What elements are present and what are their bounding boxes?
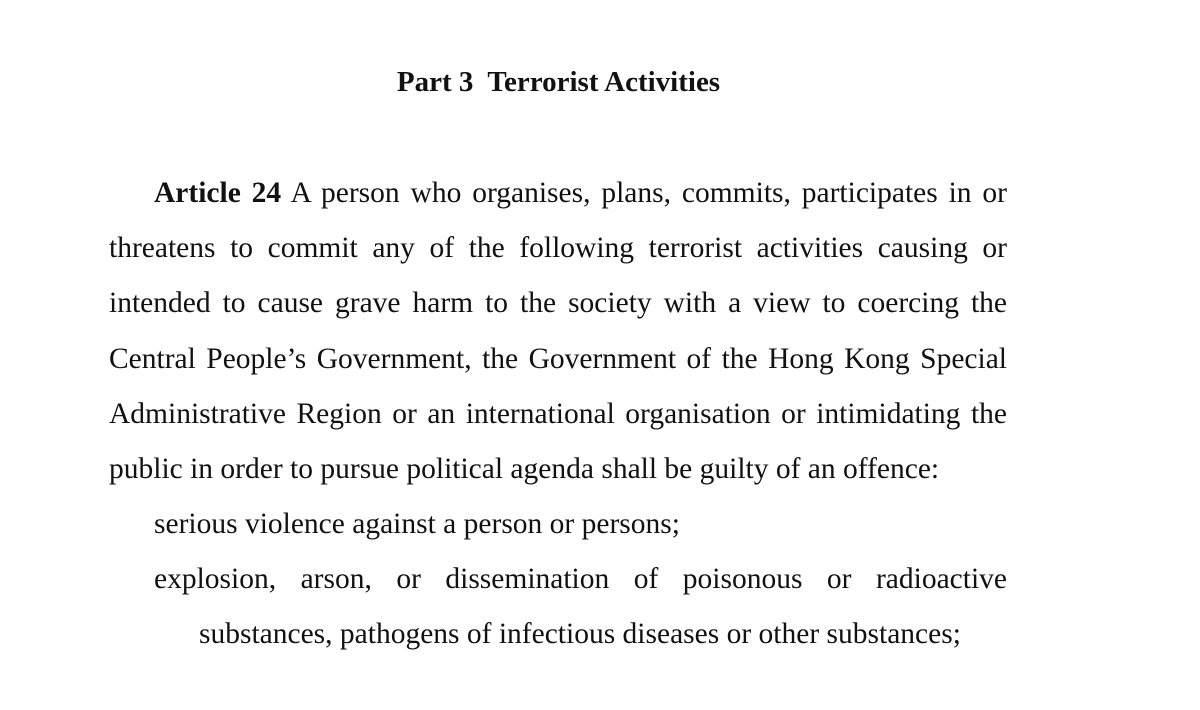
part-heading: Part 3 Terrorist Activities — [396, 66, 721, 98]
article-number: Article 24 — [154, 177, 282, 209]
list-item: explosion, arson, or dissemination of poisonous or radioactive substances, pathogens of infectious diseases or other substances; — [154, 563, 1007, 651]
list-item: serious violence against a person or persons; — [154, 508, 680, 540]
article-text: A person who organises, plans, commits, participates in or threatens to commit any of the following terrorist activities causing or intended to cause grave harm to the society with a view to coercing the Central People’s Government, the Government of the Hong Kong Special Administrative Region or an international organisation or intimidating the public in order to pursue political agenda shall be guilty of an offence: — [109, 177, 1007, 486]
article-paragraph — [109, 166, 1007, 497]
